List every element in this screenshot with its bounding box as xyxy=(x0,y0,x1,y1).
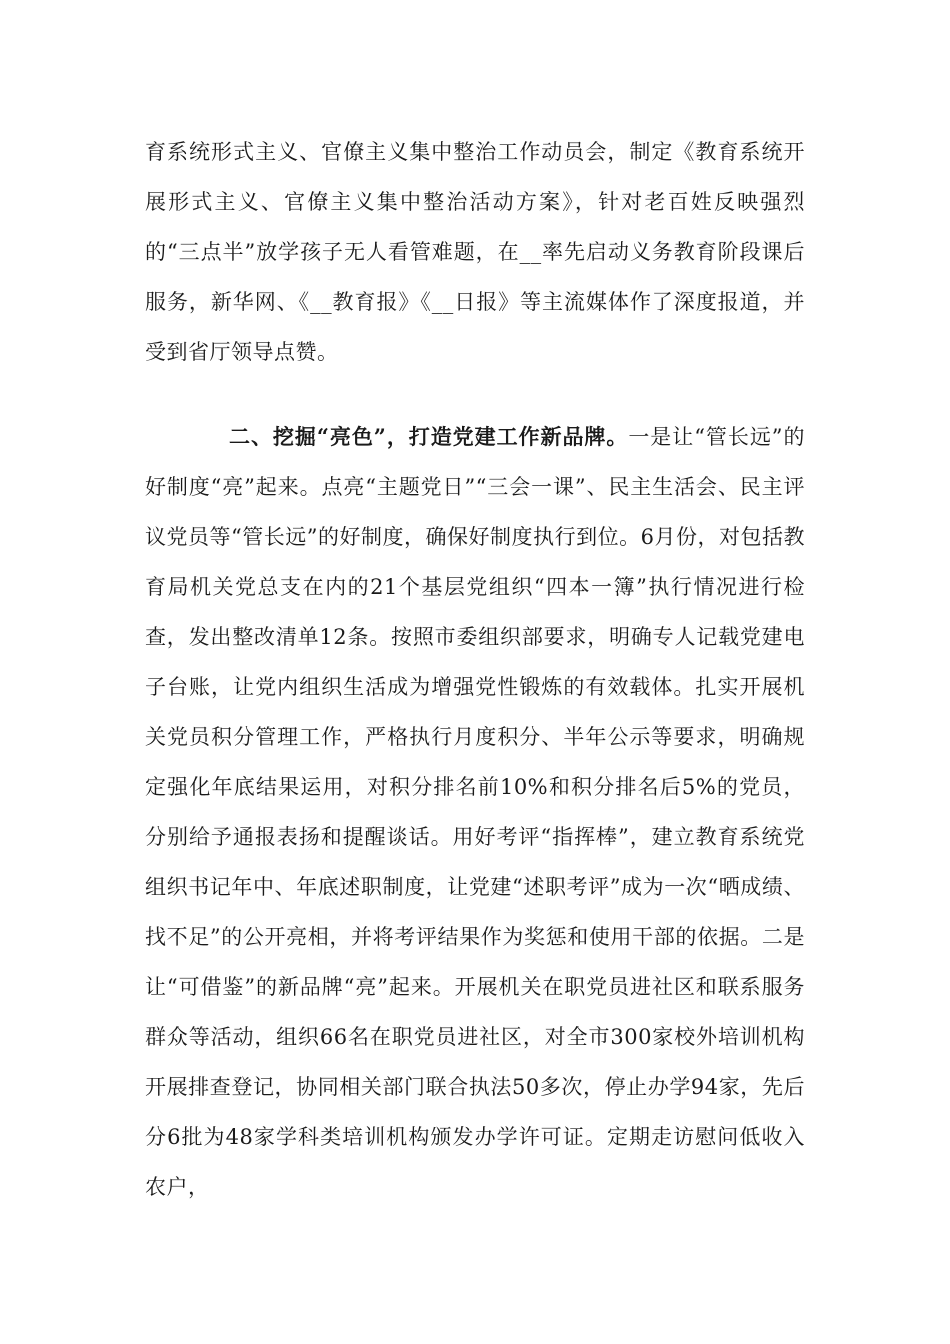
paragraph-2 xyxy=(145,412,805,1212)
section-2-body: 一是让“管长远”的好制度“亮”起来。点亮“主题党日”“三会一课”、民主生活会、民主评议党员等“管长远”的好制度，确保好制度执行到位。6月份，对包括教育局机关党总支在内的21个基层党组织“四本一簿”执行情况进行检查，发出整改清单12条。按照市委组织部要求，明确专人记载党建电子台账，让党内组织生活成为增强党性锻炼的有效载体。扎实开展机关党员积分管理工作，严格执行月度积分、半年公示等要求，明确规定强化年底结果运用，对积分排名前10%和积分排名后5%的党员，分别给予通报表扬和提醒谈话。用好考评“指挥棒”，建立教育系统党组织书记年中、年底述职制度，让党建“述职考评”成为一次“晒成绩、找不足”的公开亮相，并将考评结果作为奖惩和使用干部的依据。二是让“可借鉴”的新品牌“亮”起来。开展机关在职党员进社区和联系服务群众等活动，组织66名在职党员进社区，对全市300家校外培训机构开展排查登记，协同相关部门联合执法50多次，停止办学94家，先后分6批为48家学科类培训机构颁发办学许可证。定期走访慰问低收入农户， xyxy=(145,425,805,1199)
section-2-heading: 二、挖掘“亮色”，打造党建工作新品牌。 xyxy=(229,424,629,449)
paragraph-1: 育系统形式主义、官僚主义集中整治工作动员会，制定《教育系统开展形式主义、官僚主义集中整治活动方案》，针对老百姓反映强烈的“三点半”放学孩子无人看管难题，在__率先启动义务教育阶段课后服务，新华网、《__教育报》《__日报》等主流媒体作了深度报道，并受到省厅领导点赞。 xyxy=(145,140,805,364)
